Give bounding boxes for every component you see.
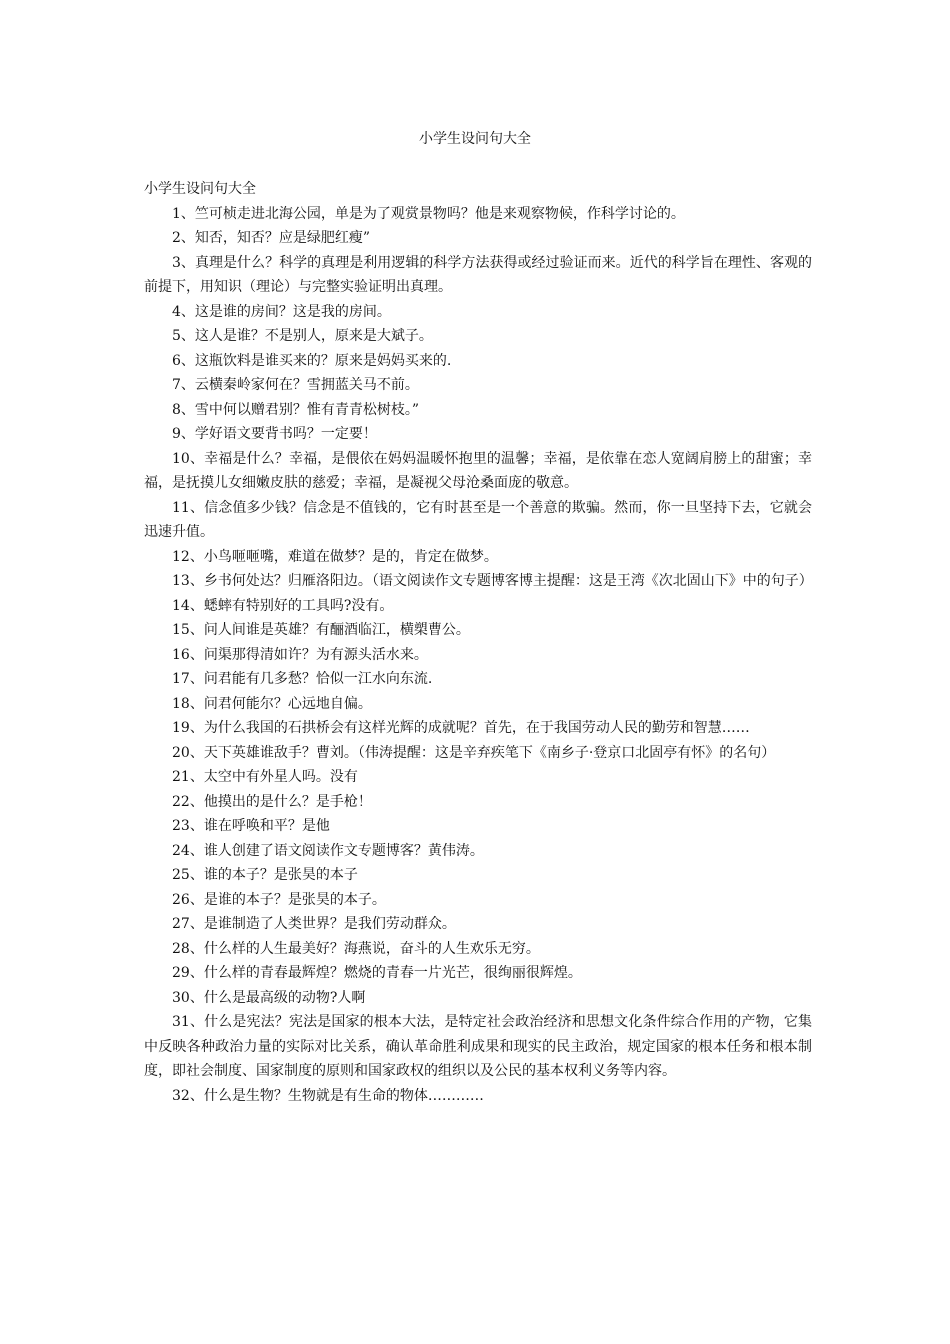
list-item: 1、竺可桢走进北海公园，单是为了观赏景物吗？他是来观察物候，作科学讨论的。 xyxy=(172,205,685,222)
list-item: 25、谁的本子？是张昊的本子 xyxy=(172,867,358,883)
list-item: 23、谁在呼唤和平？是他 xyxy=(172,818,330,834)
list-item: 3、真理是什么？科学的真理是利用逻辑的科学方法获得或经过验证而来。近代的科学旨在理性、客观的前提下，用知识（理论）与完整实验证明出真理。 xyxy=(144,254,812,295)
list-item: 9、学好语文要背书吗？一定要！ xyxy=(172,426,377,442)
list-item: 24、谁人创建了语文阅读作文专题博客？黄伟涛。 xyxy=(172,842,484,859)
list-item: 20、天下英雄谁敌手？曹刘。（伟涛提醒：这是辛弃疾笔下《南乡子·登京口北固亭有怀》的名句） xyxy=(172,744,776,761)
list-item: 4、这是谁的房间？这是我的房间。 xyxy=(172,303,391,320)
list-item: 11、信念值多少钱？信念是不值钱的，它有时甚至是一个善意的欺骗。然而，你一旦坚持下去，它就会迅速升值。 xyxy=(144,499,812,540)
list-item: 28、什么样的人生最美好？海燕说，奋斗的人生欢乐无穷。 xyxy=(172,940,540,957)
list-item: 8、雪中何以赠君别？惟有青青松树枝。” xyxy=(172,401,420,418)
page-title: 小学生设问句大全 xyxy=(419,131,531,147)
section-heading: 小学生设问句大全 xyxy=(144,181,256,197)
list-item: 17、问君能有几多愁？恰似一江水向东流. xyxy=(172,671,433,687)
list-item: 6、这瓶饮料是谁买来的？原来是妈妈买来的. xyxy=(172,352,452,369)
list-item: 21、太空中有外星人吗。没有 xyxy=(172,769,358,785)
list-item: 14、蟋蟀有特别好的工具吗?没有。 xyxy=(172,597,394,614)
list-item: 2、知否，知否？应是绿肥红瘦” xyxy=(172,230,371,246)
list-item: 7、云横秦岭家何在？雪拥蓝关马不前。 xyxy=(172,377,419,393)
list-item: 12、小鸟咂咂嘴，难道在做梦？是的，肯定在做梦。 xyxy=(172,548,498,565)
question-list xyxy=(144,202,812,1109)
list-item: 27、是谁制造了人类世界？是我们劳动群众。 xyxy=(172,916,456,932)
list-item: 29、什么样的青春最辉煌？燃烧的青春一片光芒，很绚丽很辉煌。 xyxy=(172,965,582,981)
list-item: 16、问渠那得清如许？为有源头活水来。 xyxy=(172,646,428,663)
list-item: 31、什么是宪法？宪法是国家的根本大法，是特定社会政治经济和思想文化条件综合作用的产物，它集中反映各种政治力量的实际对比关系，确认革命胜利成果和现实的民主政治，规定国家的根本任务和根本制度，即社会制度、国家制度的原则和国家政权的组织以及公民的基本权利义务等内容。 xyxy=(144,1014,812,1079)
document-body xyxy=(144,177,812,1108)
list-item: 13、乡书何处达？归雁洛阳边。（语文阅读作文专题博客博主提醒：这是王湾《次北固山下》中的句子） xyxy=(172,573,813,589)
list-item: 32、什么是生物？生物就是有生命的物体………… xyxy=(172,1087,484,1104)
list-item: 10、幸福是什么？幸福，是偎依在妈妈温暖怀抱里的温馨；幸福，是依靠在恋人宽阔肩膀上的甜蜜；幸福，是抚摸儿女细嫩皮肤的慈爱；幸福，是凝视父母沧桑面庞的敬意。 xyxy=(144,450,812,491)
list-item: 22、他摸出的是什么？是手枪！ xyxy=(172,793,372,810)
list-item: 30、什么是最高级的动物?人啊 xyxy=(172,989,366,1006)
list-item: 19、为什么我国的石拱桥会有这样光辉的成就呢？首先，在于我国劳动人民的勤劳和智慧…… xyxy=(172,720,750,736)
list-item: 15、问人间谁是英雄？有酾酒临江，横槊曹公。 xyxy=(172,622,470,638)
list-item: 18、问君何能尔？心远地自偏。 xyxy=(172,695,372,712)
list-item: 5、这人是谁？不是别人，原来是大斌子。 xyxy=(172,328,433,344)
list-item: 26、是谁的本子？是张昊的本子。 xyxy=(172,891,386,908)
